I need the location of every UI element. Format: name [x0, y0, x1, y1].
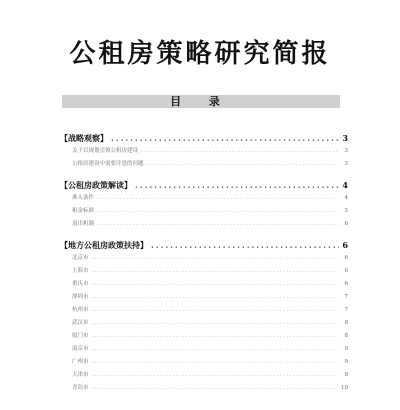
toc-entry-label: 广州市 [72, 359, 89, 365]
toc-page-number: 3 [342, 133, 348, 143]
toc-page-number: 6 [344, 268, 348, 274]
toc-entry-label: 上海市 [72, 268, 89, 274]
toc-page-number: 4 [344, 195, 348, 201]
table-of-contents [60, 133, 348, 404]
toc-entry[interactable] [60, 206, 348, 219]
leader-dots [141, 148, 339, 154]
toc-page-number: 8 [344, 320, 348, 326]
leader-dots [92, 346, 339, 352]
toc-section-strategy [60, 133, 348, 172]
toc-entry-label: 租金标准 [72, 208, 95, 214]
toc-page-number: 4 [342, 180, 348, 190]
toc-section-entry[interactable] [60, 133, 348, 146]
leader-dots [151, 240, 339, 250]
toc-section-policy [60, 180, 348, 232]
toc-section-entry[interactable] [60, 180, 348, 193]
toc-page-number: 3 [344, 148, 348, 154]
toc-section-label: 【公租房政策解读】 [60, 180, 132, 190]
toc-entry[interactable] [60, 146, 348, 159]
toc-page-number: 8 [344, 333, 348, 339]
toc-page-number: 6 [344, 255, 348, 261]
leader-dots [92, 268, 339, 274]
toc-entry-label: 深圳市 [72, 294, 89, 300]
toc-entry[interactable] [60, 357, 348, 370]
leader-dots [92, 294, 339, 300]
toc-entry-label: 南京市 [72, 346, 89, 352]
toc-entry-label: 关于以规划引领公租房建设 [72, 148, 139, 154]
leader-dots [97, 195, 339, 201]
leader-dots [92, 255, 339, 261]
toc-entry-label: 北京市 [72, 255, 89, 261]
toc-page-number: 6 [342, 240, 348, 250]
toc-page-number: 10 [341, 385, 348, 391]
toc-page-number: 9 [344, 359, 348, 365]
toc-page-number: 6 [344, 281, 348, 287]
leader-dots [135, 180, 339, 190]
toc-entry[interactable] [60, 266, 348, 279]
toc-entry[interactable] [60, 159, 348, 172]
toc-entry[interactable] [60, 318, 348, 331]
toc-page-number: 3 [344, 161, 348, 167]
leader-dots [92, 385, 338, 391]
toc-page-number: 5 [344, 208, 348, 214]
toc-entry[interactable] [60, 219, 348, 232]
toc-entry[interactable] [60, 279, 348, 292]
leader-dots [92, 320, 339, 326]
toc-entry-label: 杭州市 [72, 307, 89, 313]
leader-dots [92, 333, 339, 339]
toc-entry[interactable] [60, 292, 348, 305]
toc-heading: 目 录 [62, 95, 340, 108]
toc-entry[interactable] [60, 253, 348, 266]
toc-entry-label: 武汉市 [72, 320, 89, 326]
leader-dots [92, 372, 339, 378]
toc-entry[interactable] [60, 305, 348, 318]
leader-dots [92, 307, 339, 313]
document-title: 公租房策略研究简报 [69, 39, 331, 69]
toc-page-number: 6 [344, 221, 348, 227]
toc-entry[interactable] [60, 370, 348, 383]
toc-entry-label: 青岛市 [72, 385, 89, 391]
toc-entry[interactable] [60, 344, 348, 357]
toc-entry[interactable] [60, 193, 348, 206]
leader-dots [111, 133, 339, 143]
leader-dots [92, 359, 339, 365]
toc-page-number: 9 [344, 346, 348, 352]
toc-section-label: 【战略观察】 [60, 133, 108, 143]
toc-entry-label: 公租房建设中需要注意的问题 [72, 161, 144, 167]
leader-dots [97, 208, 339, 214]
toc-entry-label: 厦门市 [72, 333, 89, 339]
toc-page-number: 7 [344, 307, 348, 313]
toc-entry-label: 天津市 [72, 372, 89, 378]
toc-entry-label: 准入条件 [72, 195, 95, 201]
toc-entry-label: 重庆市 [72, 281, 89, 287]
toc-page-number: 9 [344, 372, 348, 378]
leader-dots [92, 281, 339, 287]
toc-entry[interactable] [60, 383, 348, 396]
toc-section-entry[interactable] [60, 240, 348, 253]
leader-dots [97, 221, 339, 227]
leader-dots [147, 161, 339, 167]
toc-page-number: 7 [344, 294, 348, 300]
toc-entry[interactable] [60, 331, 348, 344]
toc-section-label: 【地方公租房政策扶持】 [60, 240, 148, 250]
toc-entry-label: 退出机制 [72, 221, 95, 227]
toc-section-local-support [60, 240, 348, 396]
